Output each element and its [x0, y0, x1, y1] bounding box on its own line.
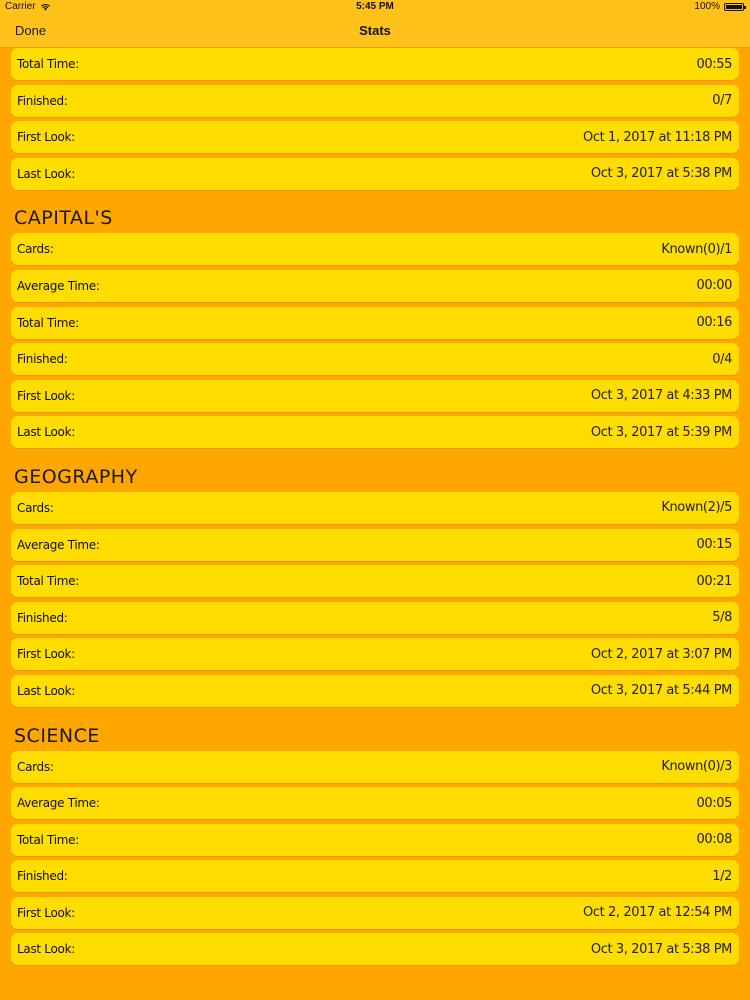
stat-value: 00:00 [696, 278, 732, 294]
stat-value: 00:15 [696, 537, 732, 553]
stat-value: 5/8 [712, 610, 732, 626]
stat-label: Average Time: [17, 537, 100, 552]
stat-row [11, 529, 739, 561]
stat-label: Last Look: [17, 425, 75, 440]
stat-row [11, 675, 739, 707]
battery-icon [724, 3, 744, 11]
stat-value: Oct 3, 2017 at 4:33 PM [590, 388, 732, 404]
stat-row [11, 492, 739, 524]
stat-row [11, 638, 739, 670]
stat-row [11, 85, 739, 117]
page-title: Stats [359, 23, 391, 38]
battery-percent: 100% [694, 1, 720, 12]
stat-value: 00:08 [696, 832, 732, 848]
stat-value: Oct 3, 2017 at 5:44 PM [590, 683, 732, 699]
stat-row [11, 158, 739, 190]
stat-row [11, 121, 739, 153]
stat-label: Total Time: [17, 315, 79, 330]
stat-label: Finished: [17, 869, 68, 884]
stat-row [11, 933, 739, 965]
battery-fill [726, 5, 742, 9]
stat-row [11, 824, 739, 856]
stat-value: 0/7 [712, 93, 732, 109]
stat-label: Last Look: [17, 942, 75, 957]
stat-label: Average Time: [17, 796, 100, 811]
stat-label: First Look: [17, 130, 75, 145]
stat-value: Oct 1, 2017 at 11:18 PM [582, 129, 732, 145]
stat-label: Finished: [17, 352, 68, 367]
stat-value: 00:55 [696, 56, 732, 72]
stat-value: Oct 2, 2017 at 12:54 PM [582, 905, 732, 921]
stat-value: Known(2)/5 [661, 500, 732, 516]
carrier-label: Carrier [5, 1, 36, 12]
section-header: CAPITAL'S [14, 207, 113, 230]
status-bar [0, 0, 750, 14]
stat-value: 1/2 [712, 868, 732, 884]
stat-row [11, 565, 739, 597]
stat-label: Cards: [17, 242, 54, 257]
stat-value: Oct 2, 2017 at 3:07 PM [590, 646, 732, 662]
stat-value: 00:05 [696, 795, 732, 811]
section-header: SCIENCE [14, 724, 100, 747]
stat-value: 00:16 [696, 315, 732, 331]
stat-row [11, 270, 739, 302]
stat-label: First Look: [17, 388, 75, 403]
stat-label: Last Look: [17, 683, 75, 698]
stats-list[interactable] [0, 48, 750, 970]
stat-row [11, 416, 739, 448]
stat-label: Last Look: [17, 166, 75, 181]
stat-value: 0/4 [712, 351, 732, 367]
battery-indicator [694, 1, 744, 12]
stat-value: Oct 3, 2017 at 5:38 PM [590, 941, 732, 957]
stat-label: Cards: [17, 500, 54, 515]
stat-row [11, 602, 739, 634]
stat-value: Oct 3, 2017 at 5:39 PM [590, 424, 732, 440]
done-button[interactable]: Done [15, 23, 47, 38]
stat-label: Finished: [17, 93, 68, 108]
stat-value: Oct 3, 2017 at 5:38 PM [590, 166, 732, 182]
stat-label: Average Time: [17, 278, 100, 293]
stat-label: First Look: [17, 905, 75, 920]
stat-row [11, 751, 739, 783]
status-time: 5:45 PM [356, 1, 394, 12]
stat-label: Finished: [17, 610, 68, 625]
section-header: GEOGRAPHY [14, 465, 138, 488]
stat-row [11, 380, 739, 412]
stat-value: 00:21 [696, 573, 732, 589]
stat-row [11, 860, 739, 892]
stat-label: Total Time: [17, 832, 79, 847]
stat-row [11, 48, 739, 80]
stat-label: Total Time: [17, 574, 79, 589]
stat-row [11, 307, 739, 339]
stat-label: Total Time: [17, 57, 79, 71]
stat-value: Known(0)/3 [661, 759, 732, 774]
stat-row [11, 233, 739, 265]
stat-label: Cards: [17, 759, 54, 774]
stat-row [11, 343, 739, 375]
stat-row [11, 897, 739, 929]
stat-value: Known(0)/1 [661, 241, 732, 257]
stat-row [11, 787, 739, 819]
navigation-bar [0, 14, 750, 48]
stat-label: First Look: [17, 647, 75, 662]
